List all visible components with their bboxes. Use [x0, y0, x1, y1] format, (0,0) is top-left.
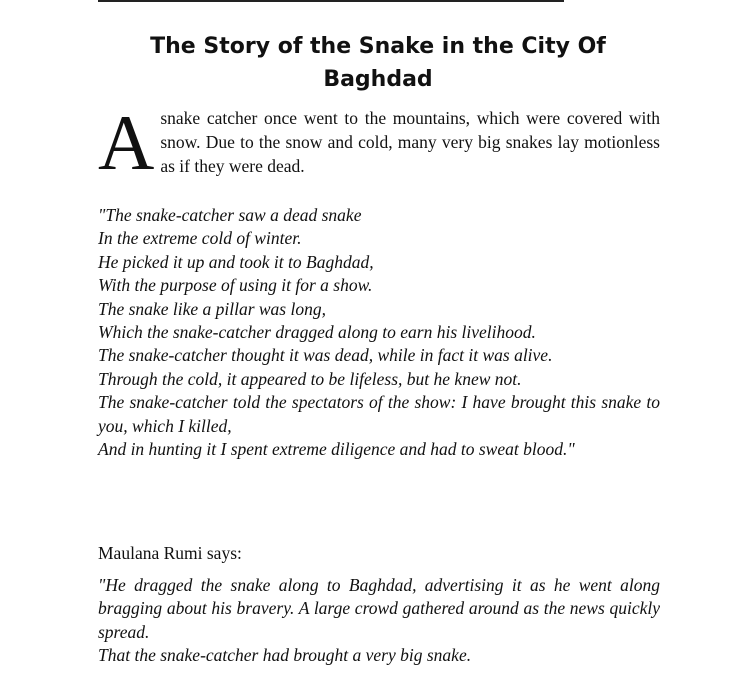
quote-block	[98, 574, 660, 668]
intro-paragraph	[98, 99, 660, 186]
poem-line: With the purpose of using it for a show.	[98, 275, 373, 296]
page-title: The Story of the Snake in the City Of Baghdad	[150, 34, 606, 92]
poem-line: And in hunting it I spent extreme diligence and had to sweat blood."	[98, 439, 575, 460]
intro-text: snake catcher once went to the mountains, which were covered with snow. Due to the snow and cold, many very big snakes lay motionless as if they were dead.	[160, 108, 660, 176]
quote-paragraph: "He dragged the snake along to Baghdad, advertising it as he went along bragging about his bravery. A large crowd gathered around as the news quickly spread.	[98, 575, 660, 642]
quote-last-line: That the snake-catcher had brought a very big snake.	[98, 645, 472, 666]
poem-line: In the extreme cold of winter.	[98, 228, 302, 249]
top-rule-divider	[98, 0, 564, 2]
poem-line: The snake-catcher told the spectators of the show: I have brought this snake to you, which I killed,	[98, 392, 660, 436]
poem-line: Through the cold, it appeared to be lifeless, but he knew not.	[98, 368, 522, 389]
drop-cap-letter: A	[98, 99, 155, 186]
poem-line: He picked it up and took it to Baghdad,	[98, 251, 374, 272]
poem-block	[98, 204, 660, 461]
poem-line: "The snake-catcher saw a dead snake	[98, 205, 362, 225]
poem-line: The snake like a pillar was long,	[98, 298, 326, 319]
poem-line: The snake-catcher thought it was dead, while in fact it was alive.	[98, 345, 553, 366]
poem-line: Which the snake-catcher dragged along to earn his livelihood.	[98, 322, 536, 343]
attribution-text: Maulana Rumi says:	[98, 543, 242, 563]
